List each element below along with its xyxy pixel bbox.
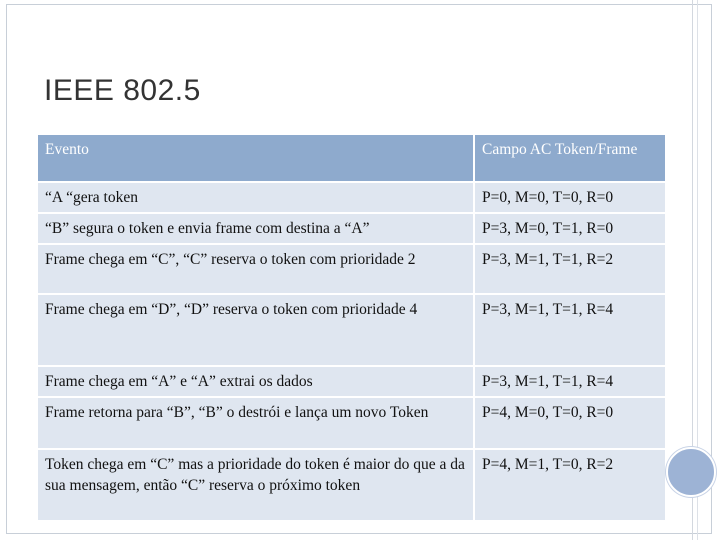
event-cell: Frame chega em “A” e “A” extrai os dados <box>38 366 474 397</box>
event-cell: Frame retorna para “B”, “B” o destrói e lança um novo Token <box>38 397 474 449</box>
table-row <box>38 294 665 366</box>
event-cell: Frame chega em “D”, “D” reserva o token com prioridade 4 <box>38 294 474 366</box>
ac-field-cell: P=3, M=1, T=1, R=4 <box>474 366 665 397</box>
ac-field-cell: P=0, M=0, T=0, R=0 <box>474 182 665 213</box>
slide-title: IEEE 802.5 <box>44 74 201 107</box>
ac-field-cell: P=3, M=0, T=1, R=0 <box>474 213 665 244</box>
event-cell: Token chega em “C” mas a prioridade do token é maior do que a da sua mensagem, então “C” reserva o próximo token <box>38 449 474 521</box>
table-row <box>38 182 665 213</box>
table-header-row <box>38 135 665 182</box>
ac-field-cell: P=4, M=1, T=0, R=2 <box>474 449 665 521</box>
event-cell: “B” segura o token e envia frame com destina a “A” <box>38 213 474 244</box>
table-row <box>38 449 665 521</box>
event-cell: “A “gera token <box>38 182 474 213</box>
events-table <box>38 135 665 522</box>
table-row <box>38 366 665 397</box>
header-campo-ac: Campo AC Token/Frame <box>474 135 665 182</box>
event-cell: Frame chega em “C”, “C” reserva o token com prioridade 2 <box>38 244 474 294</box>
table-row <box>38 213 665 244</box>
table-row <box>38 397 665 449</box>
decorative-circle <box>666 447 716 497</box>
header-evento: Evento <box>38 135 474 182</box>
table-row <box>38 244 665 294</box>
ac-field-cell: P=3, M=1, T=1, R=2 <box>474 244 665 294</box>
ac-field-cell: P=3, M=1, T=1, R=4 <box>474 294 665 366</box>
ac-field-cell: P=4, M=0, T=0, R=0 <box>474 397 665 449</box>
